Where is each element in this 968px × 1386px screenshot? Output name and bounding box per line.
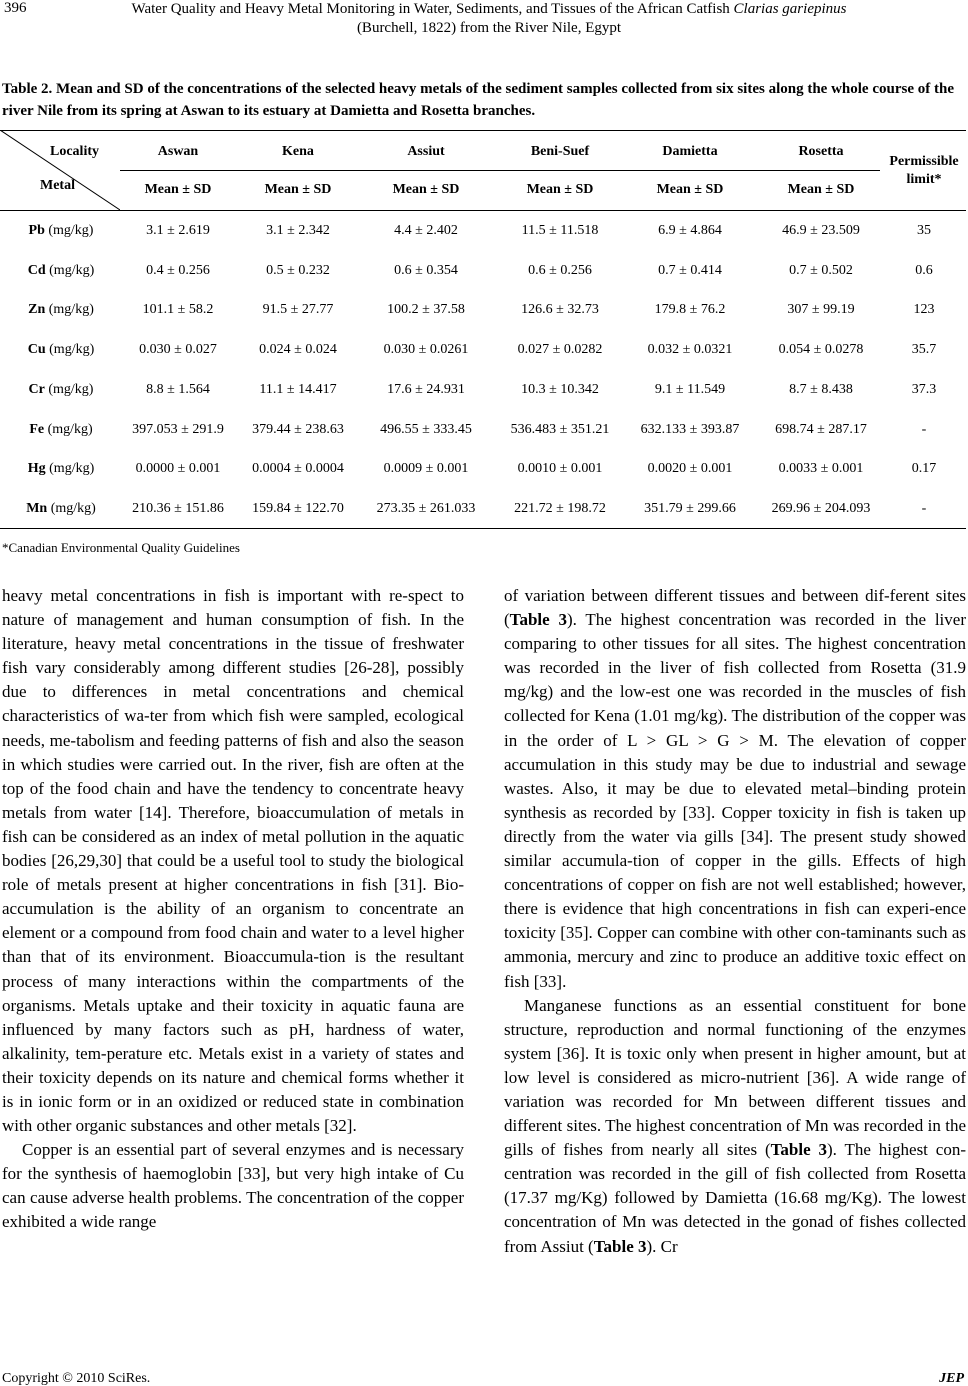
table-cell: 8.7 ± 8.438 [789,381,853,397]
table-cell: 179.8 ± 76.2 [654,302,726,318]
table-cell: 100.2 ± 37.58 [387,302,465,318]
mean-sd-subheader: Mean ± SD [264,182,332,197]
journal-abbrev: JEP [939,1371,964,1386]
table-cell: 351.79 ± 299.66 [644,500,736,516]
mean-sd-subheader: Mean ± SD [787,182,855,197]
metal-symbol: Fe [29,421,45,437]
metal-unit: (mg/kg) [44,421,93,437]
table-cell: 4.4 ± 2.402 [394,223,458,238]
metal-label [0,461,122,477]
metal-label [0,302,122,318]
table-cell: 10.3 ± 10.342 [521,381,599,397]
table-cell: 0.032 ± 0.0321 [647,342,733,358]
permissible-limit-cell: 123 [913,302,935,318]
metal-symbol: Cr [28,381,45,397]
running-title-species: Clarias gariepinus [733,1,847,17]
table-cell: 11.1 ± 14.417 [259,381,337,397]
corner-locality-label: Locality [50,144,99,159]
table-cell: 0.0009 ± 0.001 [383,461,469,477]
running-title-line1: Water Quality and Heavy Metal Monitoring in Water, Sediments, and Tissues of the African Catfish [131,1,734,17]
table-cell: 159.84 ± 122.70 [252,500,344,516]
table-header-midrule [120,170,880,171]
table-cell: 536.483 ± 351.21 [510,421,610,437]
right-p2-text-b: ). The highest con-centration was recorded in the gill of fish collected from Rosetta (17.37 mg/Kg) followed by Damietta (16.68 mg/Kg). The lowest concentration of Mn was detected in the gonad of fishes collected from Assiut ( [504,1140,966,1256]
table-cell: 632.133 ± 393.87 [640,421,740,437]
table-cell: 0.0000 ± 0.001 [135,461,221,477]
permissible-limit-cell: 37.3 [911,381,937,397]
copyright-notice: Copyright © 2010 SciRes. [2,1371,151,1386]
permissible-limit-cell: 0.17 [911,461,937,477]
left-paragraph-1: heavy metal concentrations in fish is important with re-spect to nature of management and human consumption of fish. In the literature, heavy metal concentrations in the tissue of freshwater fish vary considerably among different studies [26-28], possibly due to differences in metal concentrations and chemical characteristics of wa-ter from which fish were sampled, ecological needs, me-tabolism and feeding patterns of fish and also the season in which studies were carried out. In the river, fish are often at the top of the food chain and have the tendency to concentrate heavy metals from water [14]. Therefore, bioaccumulation of metals in fish can be considered as an index of metal pollution in the aquatic bodies [26,29,30] that could be a useful tool to study the biological role of metals present at higher concentrations in fish [31]. Bio-accumulation is the ability of an organism to concentrate an element or a compound from food chain and water to a level higher than that of its environment. Bioaccumula-tion is the resultant process of many interactions within the compartments of the organisms. Metals uptake and their toxicity in aquatic fauna are influenced by many factors such as pH, hardness of water, alkalinity, tem-perature etc. Metals exist in a variety of states and their toxicity depends on its nature and chemical forms whether it is in ionic form or in an oxidized or reduced state in combination with other organic substances and other metals [32]. [2,586,464,1136]
table-cell: 0.7 ± 0.502 [789,262,853,278]
metal-unit: (mg/kg) [44,381,94,397]
site-header: Damietta [662,144,718,159]
permissible-limit-cell: - [921,421,927,437]
table-cell: 273.35 ± 261.033 [376,500,476,516]
permissible-header-line2: limit* [906,172,942,187]
table-cell: 269.96 ± 204.093 [771,500,871,516]
corner-diagonal [0,130,120,212]
permissible-limit-cell: 0.6 [915,262,933,278]
table-cell: 0.0020 ± 0.001 [647,461,733,477]
table-cell: 101.1 ± 58.2 [142,302,214,318]
table-3-reference: Table 3 [770,1140,828,1160]
table-cell: 6.9 ± 4.864 [658,223,722,238]
table-cell: 0.5 ± 0.232 [266,262,330,278]
right-paragraph-1 [504,584,966,994]
table-cell: 46.9 ± 23.509 [782,223,860,238]
table-cell: 0.024 ± 0.024 [259,342,337,358]
metal-symbol: Hg [27,461,46,477]
table-cell: 0.0010 ± 0.001 [517,461,603,477]
site-header: Beni-Suef [530,144,590,159]
mean-sd-subheader: Mean ± SD [392,182,460,197]
table-cell: 0.030 ± 0.027 [139,342,217,358]
table-cell: 0.4 ± 0.256 [146,262,210,278]
left-column [2,584,464,1235]
site-header: Aswan [157,144,199,159]
table-cell: 0.030 ± 0.0261 [383,342,469,358]
mean-sd-subheader: Mean ± SD [144,182,212,197]
metal-label [0,223,122,239]
metal-label [0,263,122,279]
table-cell: 0.027 ± 0.0282 [517,342,603,358]
metal-unit: (mg/kg) [45,302,94,318]
running-title-line2: (Burchell, 1822) from the River Nile, Egypt [356,20,622,36]
table-cell: 379.44 ± 238.63 [252,421,344,437]
table-cell: 210.36 ± 151.86 [132,500,224,516]
metal-unit: (mg/kg) [45,461,95,477]
metal-label [0,501,122,517]
metal-label [0,342,122,358]
right-p2-text-c: ). Cr [646,1236,678,1256]
table-cell: 3.1 ± 2.342 [266,223,330,238]
metal-symbol: Zn [28,302,46,318]
table-cell: 0.7 ± 0.414 [658,262,722,278]
metal-symbol: Cu [27,342,46,358]
table-cell: 3.1 ± 2.619 [146,223,210,238]
site-header: Rosetta [798,144,844,159]
metal-label [0,422,122,438]
metal-symbol: Cd [27,262,46,278]
right-paragraph-2 [504,994,966,1259]
permissible-limit-cell: - [921,500,927,516]
permissible-limit-cell: 35.7 [911,342,937,358]
table-cell: 9.1 ± 11.549 [654,381,726,397]
corner-metal-label: Metal [40,178,75,193]
mean-sd-subheader: Mean ± SD [656,182,724,197]
table-cell: 17.6 ± 24.931 [387,381,465,397]
table-cell: 126.6 ± 32.73 [521,302,599,318]
table-cell: 0.0033 ± 0.001 [778,461,864,477]
table-header-rule [0,210,966,211]
table-3-reference: Table 3 [509,610,567,630]
table-cell: 0.6 ± 0.354 [394,262,458,278]
metal-unit: (mg/kg) [45,262,95,278]
table-3-reference: Table 3 [593,1236,647,1256]
left-paragraph-2: Copper is an essential part of several enzymes and is necessary for the synthesis of haemoglobin [33], but very high intake of Cu can cause adverse health problems. The concentration of the copper exhibited a wide range [2,1140,464,1232]
table-cell: 221.72 ± 198.72 [514,500,606,516]
metal-symbol: Pb [28,223,45,238]
table-cell: 397.053 ± 291.9 [132,421,224,437]
table-cell: 0.0004 ± 0.0004 [252,461,344,477]
table-cell: 11.5 ± 11.518 [521,223,599,238]
metal-unit: (mg/kg) [47,500,96,516]
table-cell: 0.054 ± 0.0278 [778,342,864,358]
table-cell: 698.74 ± 287.17 [775,421,867,437]
right-column [504,584,966,1259]
permissible-header-line1: Permissible [889,154,959,169]
metal-label [0,382,122,398]
table-cell: 0.6 ± 0.256 [528,262,592,278]
table-cell: 8.8 ± 1.564 [146,381,210,397]
site-header: Assiut [407,144,445,159]
table-footnote: *Canadian Environmental Quality Guidelines [2,540,240,555]
table-cell: 496.55 ± 333.45 [380,421,472,437]
metal-unit: (mg/kg) [45,342,95,358]
mean-sd-subheader: Mean ± SD [526,182,594,197]
table-top-rule [0,130,966,131]
site-header: Kena [282,144,314,159]
right-p1-text-a: of variation between different tissues and between dif-ferent sites ( [504,586,966,630]
right-p1-text-b: ). The highest concentration was recorded in the liver comparing to other tissues for all sites. The highest concentration was recorded in the liver of fish collected from Rosetta (31.9 mg/kg) and the low-est one was recorded in the muscles of fish collected for Kena (1.01 mg/kg). The distribution of the copper was in the order of L > GL > G > M. The elevation of copper accumulation in this study may be due to industrial and sewage wastes. Also, it may be due to elevated metal–binding protein synthesis as recorded by [33]. Copper toxicity in fish is taken up directly from the water via gills [34]. The present study showed similar accumula-tion of copper in the gills. Effects of high concentrations of copper on fish are not well established; however, there is evidence that high concentrations in fish can experi-ence toxicity [35]. Copper can combine with other con-taminants such as ammonia, mercury and zinc to produce an additive toxic effect on fish [33]. [504,610,966,991]
metal-symbol: Mn [26,500,48,516]
running-title [50,0,928,38]
table-cell: 307 ± 99.19 [787,302,855,318]
table-cell: 91.5 ± 27.77 [262,302,334,318]
permissible-limit-cell: 35 [917,223,931,238]
right-p2-text-a: Manganese functions as an essential constituent for bone structure, reproduction and normal functioning of the enzymes system [36]. It is toxic only when present in higher amount, but at low level is considered as micro-nutrient [36]. A wide range of variation was recorded for Mn between different tissues and different sites. The highest concentration of Mn was recorded in the gills of fishes from nearly all sites ( [504,995,966,1160]
running-header [0,0,968,44]
metal-unit: (mg/kg) [44,223,94,238]
table-caption: Table 2. Mean and SD of the concentrations of the selected heavy metals of the sediment samples collected from six sites along the whole course of the river Nile from its spring at Aswan to its estuary at Damietta and Rosetta branches. [2,81,954,119]
table-bottom-rule [0,528,966,529]
page-number: 396 [4,0,27,16]
